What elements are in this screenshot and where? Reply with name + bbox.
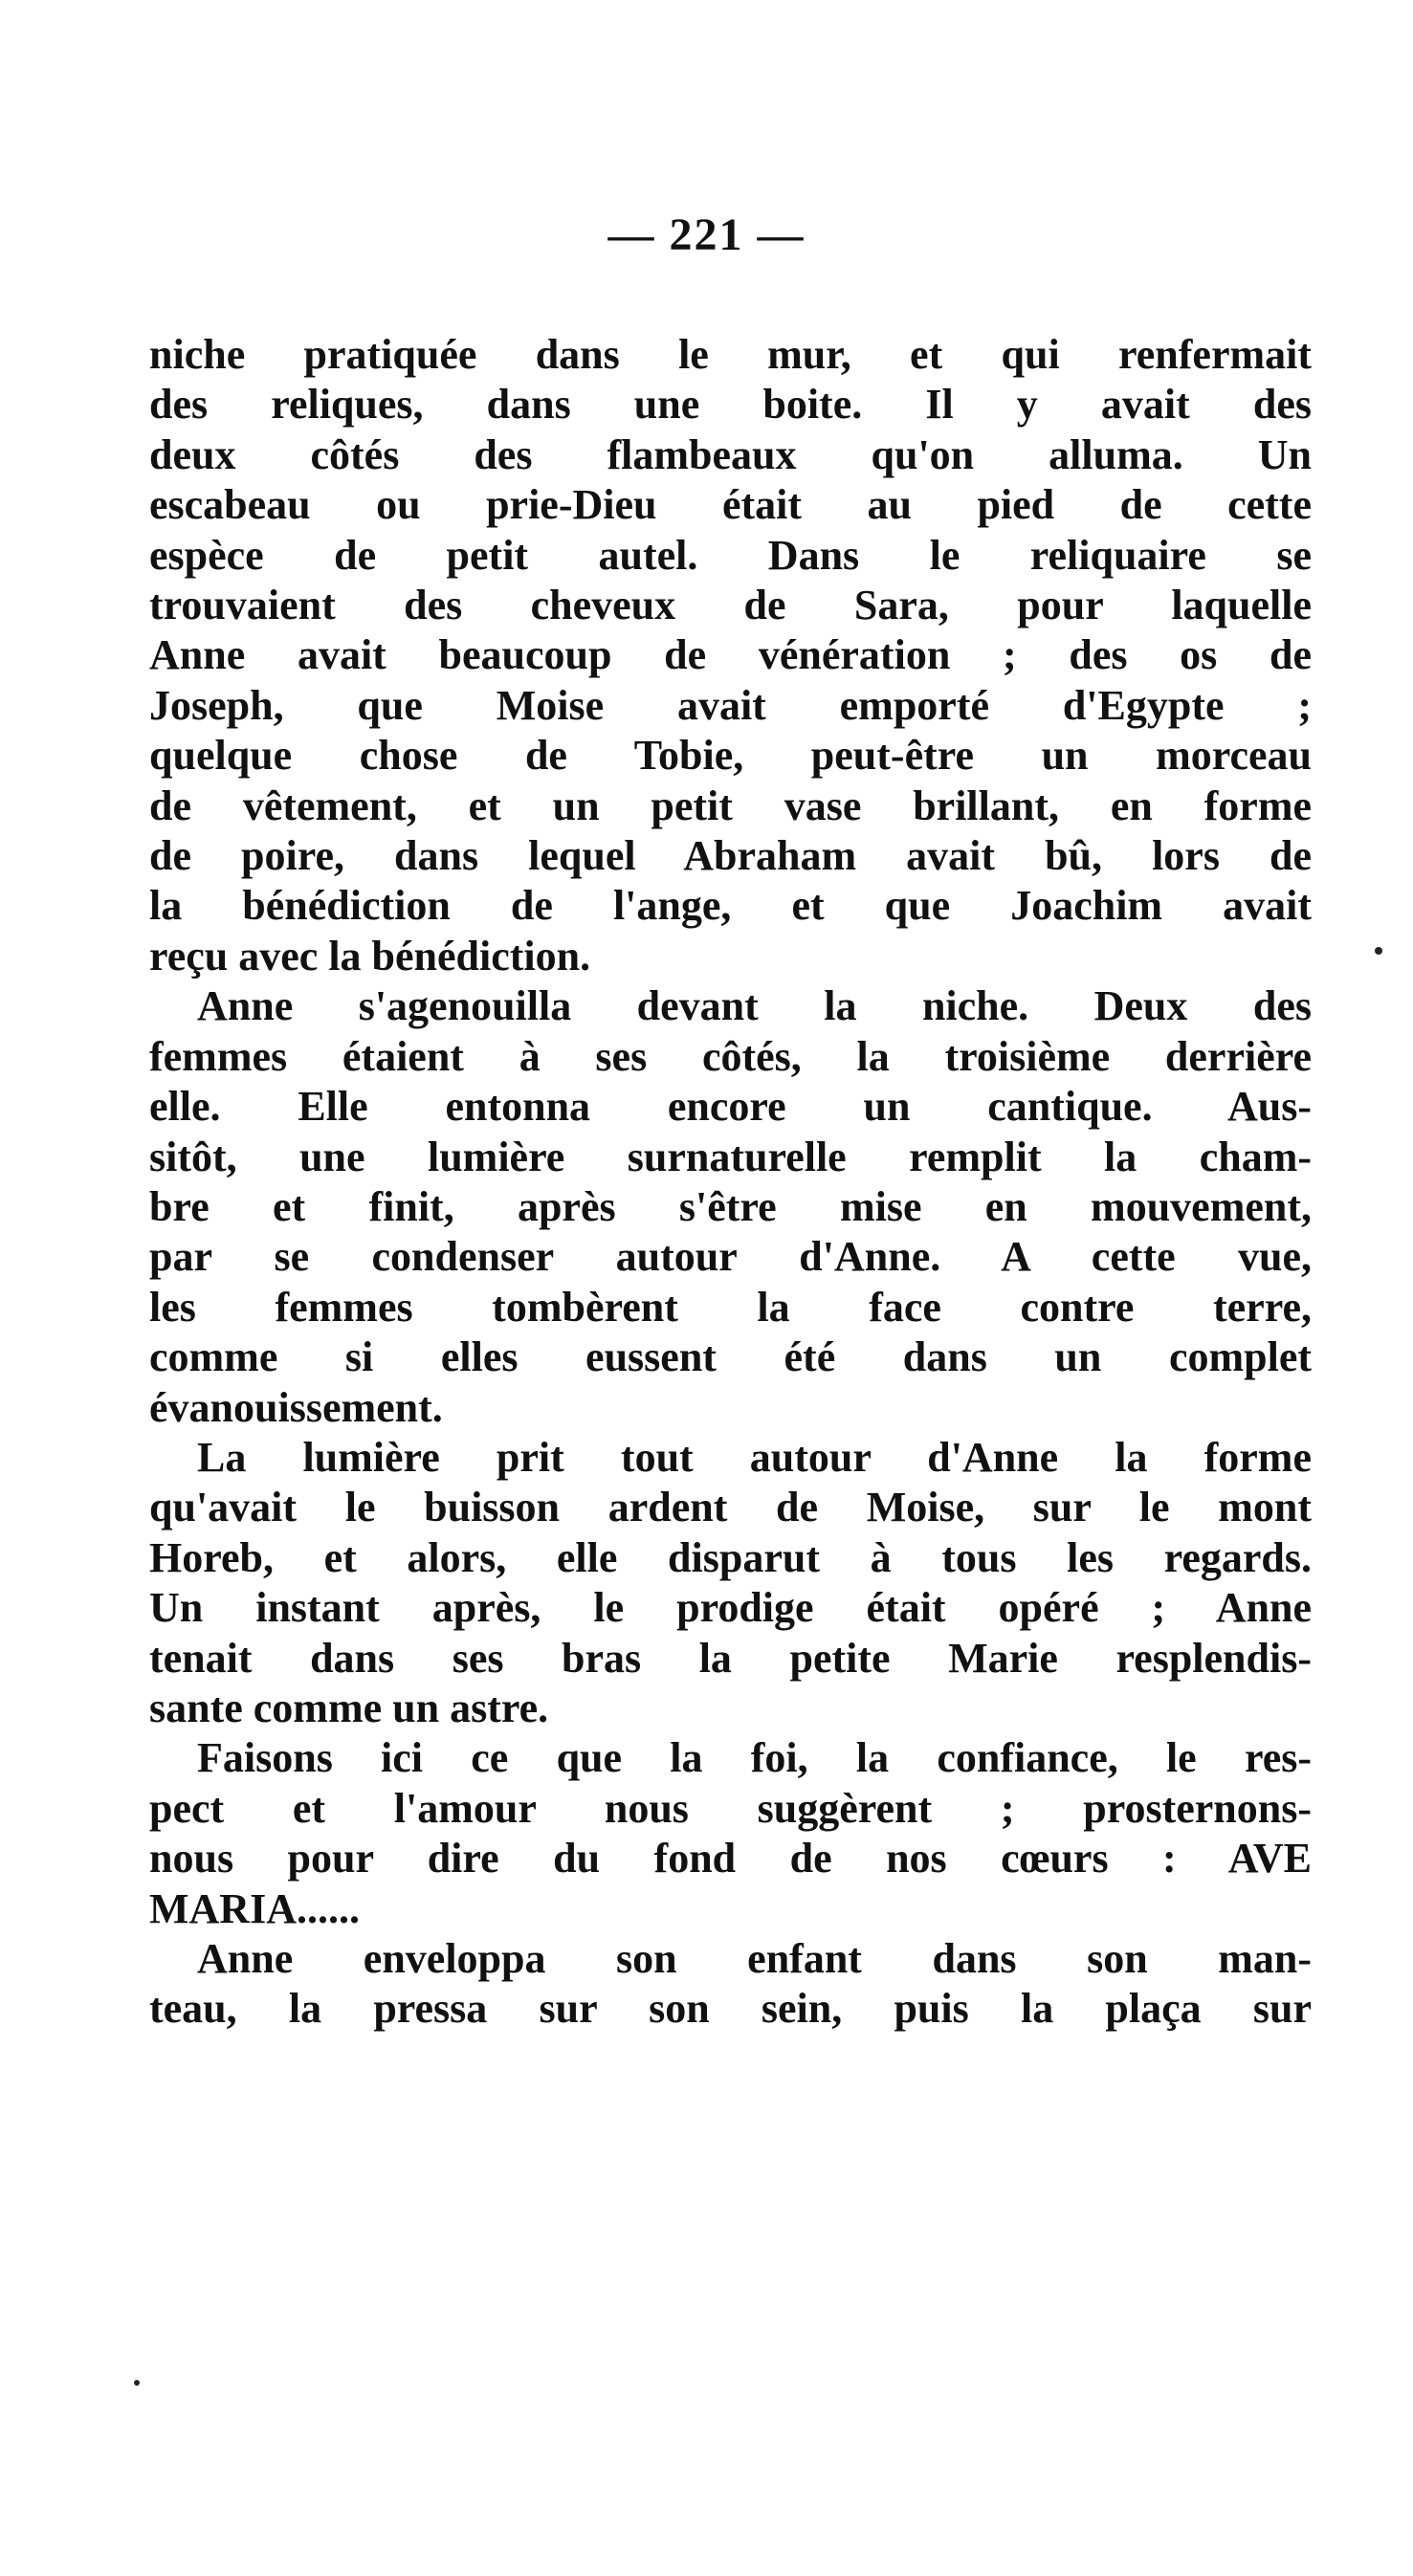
text-line: des reliques, dans une boite. Il y avait des (149, 381, 1312, 429)
paragraph-3 (149, 1433, 1312, 1733)
text-line: bre et finit, après s'être mise en mouvement, (149, 1182, 1312, 1230)
text-line: sitôt, une lumière surnaturelle remplit la cham- (149, 1133, 1312, 1180)
text-line: Un instant après, le prodige était opéré ; Anne (149, 1584, 1312, 1632)
text-line: la bénédiction de l'ange, et que Joachim avait (149, 882, 1312, 930)
text-line: Joseph, que Moise avait emporté d'Egypte ; (149, 681, 1312, 729)
text-line: reçu avec la bénédiction. (149, 932, 591, 980)
text-line: pect et l'amour nous suggèrent ; prosternons- (149, 1784, 1312, 1832)
text-line: par se condenser autour d'Anne. A cette vue, (149, 1233, 1312, 1281)
text-line: Anne s'agenouilla devant la niche. Deux des (197, 982, 1312, 1030)
text-line: trouvaient des cheveux de Sara, pour laquelle (149, 582, 1312, 629)
text-line: comme si elles eussent été dans un complet (149, 1333, 1312, 1381)
text-line: espèce de petit autel. Dans le reliquaire se (149, 531, 1312, 579)
text-line: quelque chose de Tobie, peut-être un morceau (149, 732, 1312, 780)
text-line: Anne avait beaucoup de vénération ; des os de (149, 631, 1312, 679)
page-number: — 221 — (607, 209, 806, 260)
text-line: MARIA...... (149, 1884, 360, 1932)
text-line: de poire, dans lequel Abraham avait bû, lors de (149, 832, 1312, 880)
text-line: Faisons ici ce que la foi, la confiance, le res- (197, 1734, 1312, 1782)
text-line: elle. Elle entonna encore un cantique. Aus- (149, 1083, 1312, 1131)
text-line: La lumière prit tout autour d'Anne la forme (197, 1433, 1312, 1481)
paragraph-5 (149, 1934, 1312, 2035)
text-line: de vêtement, et un petit vase brillant, en forme (149, 782, 1312, 829)
text-line: femmes étaient à ses côtés, la troisième derrière (149, 1032, 1312, 1080)
text-line: niche pratiquée dans le mur, et qui renfermait (149, 331, 1312, 378)
text-line: escabeau ou prie-Dieu était au pied de cette (149, 481, 1312, 529)
text-line: teau, la pressa sur son sein, puis la plaça sur (149, 1985, 1312, 2033)
ink-speck (134, 2380, 140, 2386)
text-line: les femmes tombèrent la face contre terre, (149, 1283, 1312, 1331)
text-line: deux côtés des flambeaux qu'on alluma. Un (149, 430, 1312, 478)
text-line: tenait dans ses bras la petite Marie resplendis- (149, 1634, 1312, 1682)
text-line: Anne enveloppa son enfant dans son man- (197, 1935, 1312, 1982)
text-line: qu'avait le buisson ardent de Moise, sur le mont (149, 1484, 1312, 1531)
text-line: nous pour dire du fond de nos cœurs : AVE (149, 1835, 1312, 1882)
paragraph-1 (149, 330, 1312, 981)
ink-speck (1375, 947, 1382, 955)
text-line: sante comme un astre. (149, 1684, 549, 1731)
paragraph-4 (149, 1733, 1312, 1934)
paragraph-2 (149, 981, 1312, 1433)
text-line: Horeb, et alors, elle disparut à tous les regards. (149, 1533, 1312, 1581)
text-line: évanouissement. (149, 1383, 443, 1431)
body-text (149, 330, 1312, 2035)
